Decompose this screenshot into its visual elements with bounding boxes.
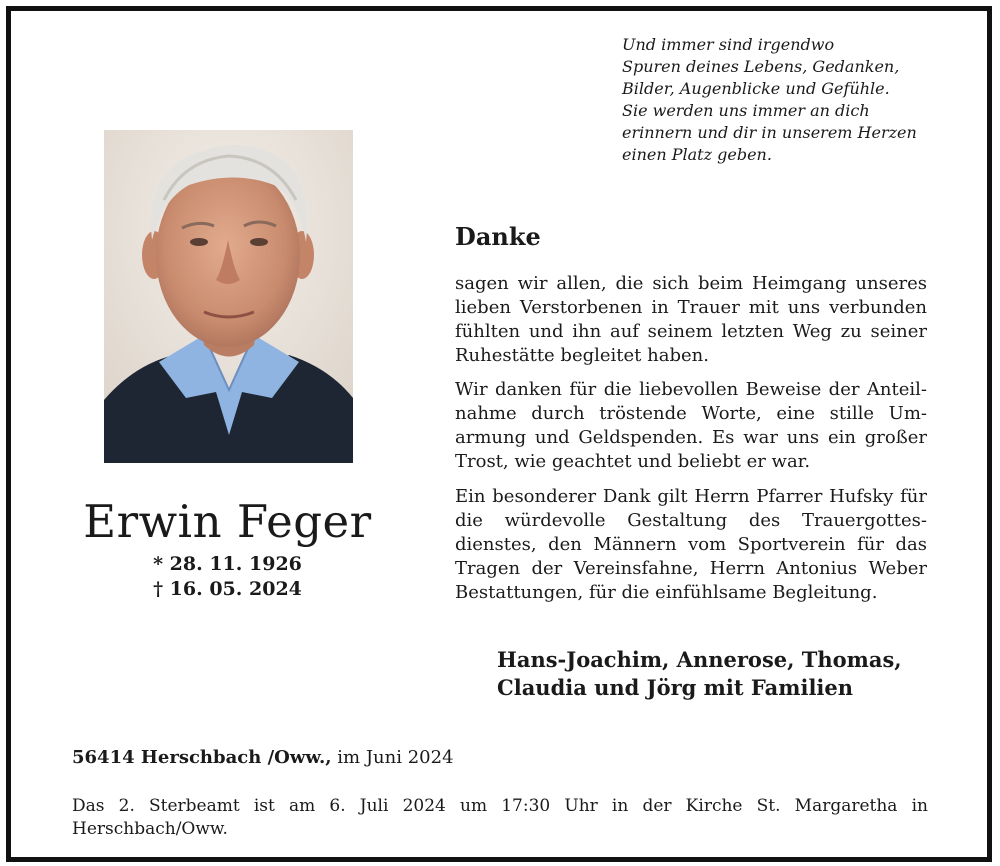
portrait-photo <box>104 130 353 463</box>
thanks-paragraph-2: Wir danken für die liebevollen Beweise der Anteilnahme durch tröstende Worte, eine stille Umarmung und Geldspenden. Es war uns ein großer Trost, wie geachtet und beliebt er war. <box>455 379 927 472</box>
family-signature: Hans-Joachim, Annerose, Thomas, Claudia und Jörg mit Familien <box>497 647 902 700</box>
place-and-date <box>72 745 454 771</box>
notice-date: im Juni 2024 <box>337 747 454 768</box>
place-name: 56414 Herschbach /Oww., <box>72 747 332 768</box>
portrait-image <box>104 130 353 463</box>
memorial-poem: Und immer sind irgendwo Spuren deines Lebens, Gedanken, Bilder, Augenblicke und Gefühle. Sie werden uns immer an dich erinnern und dir in unserem Herzen einen Platz geben. <box>622 35 917 164</box>
thanks-title: Danke <box>455 222 541 251</box>
funeral-mass-note: Das 2. Sterbeamt ist am 6. Juli 2024 um 17:30 Uhr in der Kirche St. Margaretha in Herschbach/Oww. <box>72 796 928 839</box>
deceased-name: Erwin Feger <box>83 495 372 548</box>
thanks-paragraph-1: sagen wir allen, die sich beim Heimgang unseres lieben Verstorbenen in Trauer mit uns verbunden fühlten und ihn auf seinem letzten Weg zu seiner Ruhestätte begleitet haben. <box>455 273 927 366</box>
death-date: † 16. 05. 2024 <box>153 578 302 600</box>
life-dates <box>60 552 395 602</box>
thanks-paragraph-3: Ein besonderer Dank gilt Herrn Pfarrer Hufsky für die würdevolle Gestaltung des Trauergottesdienstes, den Männern vom Sportverein für das Tragen der Vereinsfahne, Herrn Antonius Weber Bestattungen, für die einfühlsame Begleitung. <box>455 486 927 603</box>
birth-date: * 28. 11. 1926 <box>153 553 302 575</box>
